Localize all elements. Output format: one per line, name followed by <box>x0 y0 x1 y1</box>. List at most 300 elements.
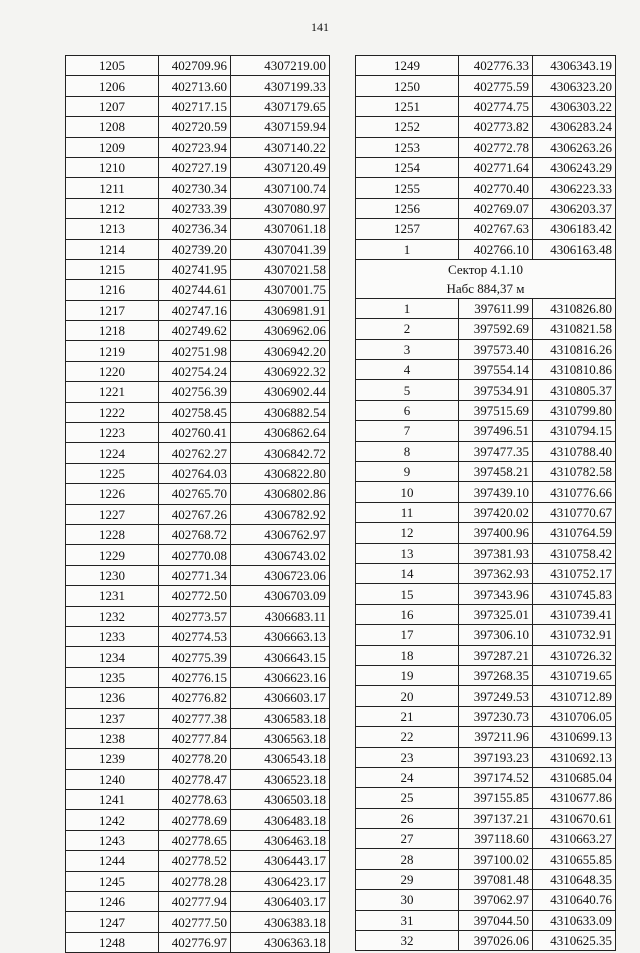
y-coordinate-cell: 4310776.66 <box>533 482 616 502</box>
point-number-cell: 6 <box>356 400 459 420</box>
y-coordinate-cell: 4310745.83 <box>533 584 616 604</box>
point-number-cell: 1253 <box>356 137 459 157</box>
table-row <box>66 504 330 524</box>
table-row <box>66 96 330 116</box>
x-coordinate-cell: 402744.61 <box>159 280 231 300</box>
point-number-cell: 1240 <box>66 769 159 789</box>
point-number-cell: 26 <box>356 808 459 828</box>
point-number-cell: 1232 <box>66 606 159 626</box>
point-number-cell: 1248 <box>66 932 159 952</box>
x-coordinate-cell: 402747.16 <box>159 300 231 320</box>
table-row <box>356 563 616 583</box>
x-coordinate-cell: 397062.97 <box>459 890 533 910</box>
point-number-cell: 1227 <box>66 504 159 524</box>
y-coordinate-cell: 4306942.20 <box>231 341 330 361</box>
point-number-cell: 1230 <box>66 565 159 585</box>
y-coordinate-cell: 4307179.65 <box>231 96 330 116</box>
y-coordinate-cell: 4306303.22 <box>533 96 616 116</box>
x-coordinate-cell: 397100.02 <box>459 849 533 869</box>
point-number-cell: 4 <box>356 360 459 380</box>
y-coordinate-cell: 4306163.48 <box>533 239 616 259</box>
y-coordinate-cell: 4310794.15 <box>533 421 616 441</box>
y-coordinate-cell: 4306743.02 <box>231 545 330 565</box>
table-row <box>356 523 616 543</box>
table-row <box>66 647 330 667</box>
point-number-cell: 1224 <box>66 443 159 463</box>
table-row <box>356 543 616 563</box>
x-coordinate-cell: 397137.21 <box>459 808 533 828</box>
table-row <box>66 56 330 76</box>
y-coordinate-cell: 4310670.61 <box>533 808 616 828</box>
sector-title: Сектор 4.1.10 <box>447 261 523 277</box>
right-table-body <box>356 56 616 951</box>
x-coordinate-cell: 397362.93 <box>459 563 533 583</box>
table-row <box>66 239 330 259</box>
y-coordinate-cell: 4306842.72 <box>231 443 330 463</box>
table-row <box>66 912 330 932</box>
point-number-cell: 19 <box>356 665 459 685</box>
table-row <box>356 727 616 747</box>
x-coordinate-cell: 397211.96 <box>459 727 533 747</box>
point-number-cell: 1246 <box>66 892 159 912</box>
point-number-cell: 1228 <box>66 524 159 544</box>
point-number-cell: 1214 <box>66 239 159 259</box>
x-coordinate-cell: 397249.53 <box>459 686 533 706</box>
point-number-cell: 1233 <box>66 626 159 646</box>
table-row <box>356 400 616 420</box>
table-row <box>356 747 616 767</box>
y-coordinate-cell: 4310764.59 <box>533 523 616 543</box>
x-coordinate-cell: 402776.82 <box>159 688 231 708</box>
x-coordinate-cell: 402778.65 <box>159 830 231 850</box>
table-row <box>66 626 330 646</box>
y-coordinate-cell: 4310758.42 <box>533 543 616 563</box>
table-row <box>66 749 330 769</box>
point-number-cell: 1212 <box>66 198 159 218</box>
table-row <box>66 157 330 177</box>
x-coordinate-cell: 402736.34 <box>159 219 231 239</box>
point-number-cell: 1221 <box>66 382 159 402</box>
x-coordinate-cell: 397268.35 <box>459 665 533 685</box>
point-number-cell: 1210 <box>66 157 159 177</box>
x-coordinate-cell: 402765.70 <box>159 484 231 504</box>
point-number-cell: 1235 <box>66 667 159 687</box>
y-coordinate-cell: 4306483.18 <box>231 810 330 830</box>
x-coordinate-cell: 397439.10 <box>459 482 533 502</box>
point-number-cell: 1247 <box>66 912 159 932</box>
y-coordinate-cell: 4310625.35 <box>533 931 616 951</box>
y-coordinate-cell: 4310685.04 <box>533 767 616 787</box>
y-coordinate-cell: 4307021.58 <box>231 259 330 279</box>
table-row <box>356 869 616 889</box>
point-number-cell: 1207 <box>66 96 159 116</box>
table-row <box>66 545 330 565</box>
y-coordinate-cell: 4307080.97 <box>231 198 330 218</box>
x-coordinate-cell: 402717.15 <box>159 96 231 116</box>
point-number-cell: 1242 <box>66 810 159 830</box>
table-row <box>66 463 330 483</box>
x-coordinate-cell: 397325.01 <box>459 604 533 624</box>
y-coordinate-cell: 4306902.44 <box>231 382 330 402</box>
y-coordinate-cell: 4306423.17 <box>231 871 330 891</box>
x-coordinate-cell: 397573.40 <box>459 339 533 359</box>
y-coordinate-cell: 4310640.76 <box>533 890 616 910</box>
y-coordinate-cell: 4306323.20 <box>533 76 616 96</box>
table-row <box>66 565 330 585</box>
y-coordinate-cell: 4310805.37 <box>533 380 616 400</box>
x-coordinate-cell: 397400.96 <box>459 523 533 543</box>
point-number-cell: 1243 <box>66 830 159 850</box>
y-coordinate-cell: 4306981.91 <box>231 300 330 320</box>
x-coordinate-cell: 402770.40 <box>459 178 533 198</box>
table-row <box>66 688 330 708</box>
y-coordinate-cell: 4306523.18 <box>231 769 330 789</box>
point-number-cell: 1217 <box>66 300 159 320</box>
table-row <box>66 892 330 912</box>
x-coordinate-cell: 397343.96 <box>459 584 533 604</box>
x-coordinate-cell: 402778.20 <box>159 749 231 769</box>
table-row <box>356 76 616 96</box>
x-coordinate-cell: 402778.47 <box>159 769 231 789</box>
table-row <box>356 239 616 259</box>
x-coordinate-cell: 397381.93 <box>459 543 533 563</box>
y-coordinate-cell: 4306822.80 <box>231 463 330 483</box>
y-coordinate-cell: 4310699.13 <box>533 727 616 747</box>
table-row <box>356 462 616 482</box>
point-number-cell: 20 <box>356 686 459 706</box>
x-coordinate-cell: 402769.07 <box>459 198 533 218</box>
point-number-cell: 30 <box>356 890 459 910</box>
point-number-cell: 1231 <box>66 586 159 606</box>
table-row <box>66 728 330 748</box>
point-number-cell: 1209 <box>66 137 159 157</box>
x-coordinate-cell: 402778.28 <box>159 871 231 891</box>
x-coordinate-cell: 402754.24 <box>159 361 231 381</box>
coordinates-table-left <box>65 55 330 953</box>
y-coordinate-cell: 4306583.18 <box>231 708 330 728</box>
x-coordinate-cell: 397174.52 <box>459 767 533 787</box>
point-number-cell: 1222 <box>66 402 159 422</box>
point-number-cell: 1239 <box>66 749 159 769</box>
point-number-cell: 1218 <box>66 321 159 341</box>
x-coordinate-cell: 402720.59 <box>159 117 231 137</box>
x-coordinate-cell: 402772.50 <box>159 586 231 606</box>
table-row <box>356 219 616 239</box>
x-coordinate-cell: 397287.21 <box>459 645 533 665</box>
coordinates-table-right <box>355 55 616 951</box>
table-row <box>66 790 330 810</box>
table-row <box>356 808 616 828</box>
table-row <box>356 767 616 787</box>
table-row <box>66 484 330 504</box>
table-row <box>66 402 330 422</box>
point-number-cell: 9 <box>356 462 459 482</box>
x-coordinate-cell: 402773.57 <box>159 606 231 626</box>
table-row <box>66 280 330 300</box>
y-coordinate-cell: 4306643.15 <box>231 647 330 667</box>
y-coordinate-cell: 4310655.85 <box>533 849 616 869</box>
point-number-cell: 1216 <box>66 280 159 300</box>
table-row <box>356 890 616 910</box>
x-coordinate-cell: 402767.63 <box>459 219 533 239</box>
x-coordinate-cell: 397118.60 <box>459 829 533 849</box>
x-coordinate-cell: 402777.84 <box>159 728 231 748</box>
y-coordinate-cell: 4310782.58 <box>533 462 616 482</box>
x-coordinate-cell: 402776.97 <box>159 932 231 952</box>
x-coordinate-cell: 397496.51 <box>459 421 533 441</box>
y-coordinate-cell: 4307199.33 <box>231 76 330 96</box>
y-coordinate-cell: 4306443.17 <box>231 851 330 871</box>
table-row <box>356 198 616 218</box>
y-coordinate-cell: 4310810.86 <box>533 360 616 380</box>
point-number-cell: 10 <box>356 482 459 502</box>
point-number-cell: 8 <box>356 441 459 461</box>
y-coordinate-cell: 4307120.49 <box>231 157 330 177</box>
point-number-cell: 29 <box>356 869 459 889</box>
table-row <box>356 584 616 604</box>
x-coordinate-cell: 397420.02 <box>459 502 533 522</box>
point-number-cell: 1257 <box>356 219 459 239</box>
x-coordinate-cell: 402774.53 <box>159 626 231 646</box>
point-number-cell: 1215 <box>66 259 159 279</box>
table-row <box>356 625 616 645</box>
x-coordinate-cell: 397477.35 <box>459 441 533 461</box>
y-coordinate-cell: 4310826.80 <box>533 298 616 318</box>
table-row <box>66 117 330 137</box>
table-row <box>356 604 616 624</box>
x-coordinate-cell: 402749.62 <box>159 321 231 341</box>
x-coordinate-cell: 402774.75 <box>459 96 533 116</box>
table-row <box>356 665 616 685</box>
point-number-cell: 14 <box>356 563 459 583</box>
x-coordinate-cell: 402766.10 <box>459 239 533 259</box>
point-number-cell: 18 <box>356 645 459 665</box>
point-number-cell: 1254 <box>356 157 459 177</box>
y-coordinate-cell: 4307001.75 <box>231 280 330 300</box>
point-number-cell: 1244 <box>66 851 159 871</box>
table-row <box>66 586 330 606</box>
point-number-cell: 1205 <box>66 56 159 76</box>
point-number-cell: 17 <box>356 625 459 645</box>
y-coordinate-cell: 4306263.26 <box>533 137 616 157</box>
x-coordinate-cell: 402730.34 <box>159 178 231 198</box>
y-coordinate-cell: 4310726.32 <box>533 645 616 665</box>
x-coordinate-cell: 402760.41 <box>159 423 231 443</box>
table-row <box>356 96 616 116</box>
table-row <box>66 321 330 341</box>
table-row <box>356 380 616 400</box>
y-coordinate-cell: 4306782.92 <box>231 504 330 524</box>
point-number-cell: 22 <box>356 727 459 747</box>
y-coordinate-cell: 4306703.09 <box>231 586 330 606</box>
x-coordinate-cell: 397155.85 <box>459 788 533 808</box>
point-number-cell: 27 <box>356 829 459 849</box>
x-coordinate-cell: 397230.73 <box>459 706 533 726</box>
table-row <box>356 645 616 665</box>
point-number-cell: 1255 <box>356 178 459 198</box>
table-row <box>356 931 616 951</box>
x-coordinate-cell: 402713.60 <box>159 76 231 96</box>
table-row <box>356 421 616 441</box>
table-row <box>356 482 616 502</box>
x-coordinate-cell: 402777.50 <box>159 912 231 932</box>
y-coordinate-cell: 4306183.42 <box>533 219 616 239</box>
table-row <box>66 606 330 626</box>
point-number-cell: 23 <box>356 747 459 767</box>
y-coordinate-cell: 4306802.86 <box>231 484 330 504</box>
table-row <box>66 810 330 830</box>
point-number-cell: 31 <box>356 910 459 930</box>
table-row <box>66 708 330 728</box>
table-row <box>66 443 330 463</box>
y-coordinate-cell: 4306503.18 <box>231 790 330 810</box>
table-row <box>356 56 616 76</box>
x-coordinate-cell: 402772.78 <box>459 137 533 157</box>
x-coordinate-cell: 397306.10 <box>459 625 533 645</box>
table-row <box>66 259 330 279</box>
y-coordinate-cell: 4306882.54 <box>231 402 330 422</box>
x-coordinate-cell: 402771.64 <box>459 157 533 177</box>
point-number-cell: 1241 <box>66 790 159 810</box>
table-row <box>66 769 330 789</box>
table-row <box>66 76 330 96</box>
x-coordinate-cell: 402756.39 <box>159 382 231 402</box>
table-row <box>66 178 330 198</box>
point-number-cell: 25 <box>356 788 459 808</box>
point-number-cell: 1226 <box>66 484 159 504</box>
table-row <box>66 300 330 320</box>
point-number-cell: 1250 <box>356 76 459 96</box>
table-row <box>356 788 616 808</box>
point-number-cell: 1249 <box>356 56 459 76</box>
point-number-cell: 1219 <box>66 341 159 361</box>
x-coordinate-cell: 402778.69 <box>159 810 231 830</box>
y-coordinate-cell: 4306243.29 <box>533 157 616 177</box>
table-row <box>356 137 616 157</box>
table-row <box>356 360 616 380</box>
point-number-cell: 1211 <box>66 178 159 198</box>
y-coordinate-cell: 4306623.16 <box>231 667 330 687</box>
point-number-cell: 1234 <box>66 647 159 667</box>
x-coordinate-cell: 397534.91 <box>459 380 533 400</box>
y-coordinate-cell: 4306463.18 <box>231 830 330 850</box>
x-coordinate-cell: 402709.96 <box>159 56 231 76</box>
table-row <box>356 910 616 930</box>
point-number-cell: 32 <box>356 931 459 951</box>
y-coordinate-cell: 4310663.27 <box>533 829 616 849</box>
table-row <box>356 706 616 726</box>
page-number: 141 <box>311 20 329 34</box>
y-coordinate-cell: 4306383.18 <box>231 912 330 932</box>
x-coordinate-cell: 397611.99 <box>459 298 533 318</box>
table-row <box>356 441 616 461</box>
x-coordinate-cell: 402777.38 <box>159 708 231 728</box>
y-coordinate-cell: 4310706.05 <box>533 706 616 726</box>
table-row <box>356 849 616 869</box>
x-coordinate-cell: 402778.52 <box>159 851 231 871</box>
point-number-cell: 1245 <box>66 871 159 891</box>
y-coordinate-cell: 4307061.18 <box>231 219 330 239</box>
point-number-cell: 1208 <box>66 117 159 137</box>
table-row <box>66 871 330 891</box>
point-number-cell: 12 <box>356 523 459 543</box>
y-coordinate-cell: 4306723.06 <box>231 565 330 585</box>
y-coordinate-cell: 4306563.18 <box>231 728 330 748</box>
x-coordinate-cell: 402773.82 <box>459 117 533 137</box>
table-row <box>356 319 616 339</box>
sector-elevation: Набс 884,37 м <box>446 280 525 296</box>
x-coordinate-cell: 402770.08 <box>159 545 231 565</box>
point-number-cell: 1 <box>356 239 459 259</box>
point-number-cell: 1220 <box>66 361 159 381</box>
table-row <box>66 137 330 157</box>
point-number-cell: 28 <box>356 849 459 869</box>
table-row <box>356 829 616 849</box>
point-number-cell: 1223 <box>66 423 159 443</box>
y-coordinate-cell: 4310719.65 <box>533 665 616 685</box>
y-coordinate-cell: 4310739.41 <box>533 604 616 624</box>
table-row <box>66 198 330 218</box>
x-coordinate-cell: 402767.26 <box>159 504 231 524</box>
y-coordinate-cell: 4306862.64 <box>231 423 330 443</box>
point-number-cell: 1236 <box>66 688 159 708</box>
y-coordinate-cell: 4306403.17 <box>231 892 330 912</box>
x-coordinate-cell: 397193.23 <box>459 747 533 767</box>
y-coordinate-cell: 4310752.17 <box>533 563 616 583</box>
point-number-cell: 1206 <box>66 76 159 96</box>
point-number-cell: 3 <box>356 339 459 359</box>
table-row <box>66 830 330 850</box>
x-coordinate-cell: 402739.20 <box>159 239 231 259</box>
point-number-cell: 16 <box>356 604 459 624</box>
y-coordinate-cell: 4307140.22 <box>231 137 330 157</box>
y-coordinate-cell: 4306962.06 <box>231 321 330 341</box>
x-coordinate-cell: 402751.98 <box>159 341 231 361</box>
x-coordinate-cell: 402727.19 <box>159 157 231 177</box>
y-coordinate-cell: 4306922.32 <box>231 361 330 381</box>
x-coordinate-cell: 397554.14 <box>459 360 533 380</box>
x-coordinate-cell: 397081.48 <box>459 869 533 889</box>
table-row <box>356 339 616 359</box>
point-number-cell: 1225 <box>66 463 159 483</box>
table-row <box>66 361 330 381</box>
y-coordinate-cell: 4310633.09 <box>533 910 616 930</box>
y-coordinate-cell: 4307219.00 <box>231 56 330 76</box>
y-coordinate-cell: 4306663.13 <box>231 626 330 646</box>
x-coordinate-cell: 402723.94 <box>159 137 231 157</box>
y-coordinate-cell: 4310816.26 <box>533 339 616 359</box>
point-number-cell: 24 <box>356 767 459 787</box>
table-row <box>66 219 330 239</box>
y-coordinate-cell: 4310692.13 <box>533 747 616 767</box>
table-row <box>356 178 616 198</box>
x-coordinate-cell: 397026.06 <box>459 931 533 951</box>
y-coordinate-cell: 4306283.24 <box>533 117 616 137</box>
x-coordinate-cell: 402776.15 <box>159 667 231 687</box>
table-row <box>66 932 330 952</box>
point-number-cell: 15 <box>356 584 459 604</box>
x-coordinate-cell: 402762.27 <box>159 443 231 463</box>
y-coordinate-cell: 4310799.80 <box>533 400 616 420</box>
y-coordinate-cell: 4310677.86 <box>533 788 616 808</box>
x-coordinate-cell: 402776.33 <box>459 56 533 76</box>
point-number-cell: 1237 <box>66 708 159 728</box>
x-coordinate-cell: 402758.45 <box>159 402 231 422</box>
x-coordinate-cell: 397458.21 <box>459 462 533 482</box>
point-number-cell: 1251 <box>356 96 459 116</box>
x-coordinate-cell: 397592.69 <box>459 319 533 339</box>
x-coordinate-cell: 402771.34 <box>159 565 231 585</box>
